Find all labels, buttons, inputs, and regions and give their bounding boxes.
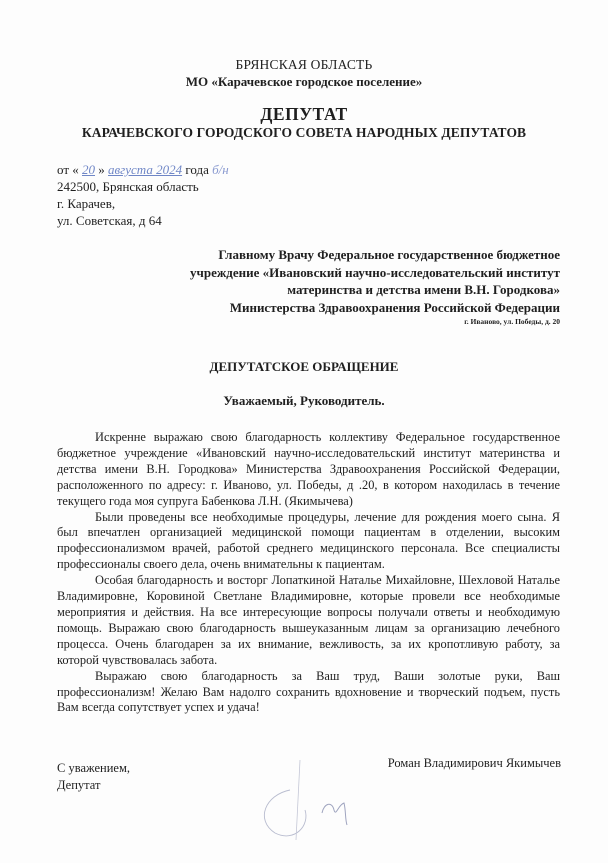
body-paragraph: Были проведены все необходимые процедуры, лечение для рождения моего сына. Я был впечатлен организацией медицинской помощи пациентам в отделении, высоким профессионализмом врачей, работой среднего медицинского персонала. Все специалисты профессионалы своего дела, очень внимательны к пациентам.	[57, 509, 560, 572]
date-suffix: года	[185, 162, 209, 177]
council-heading: КАРАЧЕВСКОГО ГОРОДСКОГО СОВЕТА НАРОДНЫХ ДЕПУТАТОВ	[81, 125, 527, 140]
recipient-block	[40, 246, 560, 328]
recipient-line: учреждение «Ивановский научно-исследовательский институт	[190, 264, 560, 280]
recipient-line: Главному Врачу Федеральное государственное бюджетное	[218, 247, 560, 262]
recipient-address: г. Иваново, ул. Победы, д. 20	[464, 317, 560, 326]
deputy-title: ДЕПУТАТ	[260, 104, 348, 124]
date-month-year: августа 2024	[108, 162, 183, 177]
handwritten-signature	[250, 755, 370, 845]
body-paragraph: Особая благодарность и восторг Лопаткиной Наталье Михайловне, Шехловой Наталье Владимировне, Коровиной Светлане Владимировне, которые провели все необходимые мероприятия и действия. На все интересующие вопросы получали ответы и необходимую помощь. Выражаю свою благодарность вышеуказанным лицам за организацию лечебного процесса. Очень благодарен за их внимание, вежливость, за их кропотливую работу, за которой чувствовалась забота.	[57, 573, 560, 667]
recipient-line: материнства и детства имени В.Н. Городкова»	[287, 282, 560, 297]
recipient-line: Министерства Здравоохранения Российской Федерации	[229, 299, 560, 315]
date-day: 20	[82, 162, 96, 177]
document-title: ДЕПУТАТСКОЕ ОБРАЩЕНИЕ	[209, 359, 399, 374]
sender-address-line: ул. Советская, д 64	[57, 213, 162, 228]
body-paragraph: Искренне выражаю свою благодарность коллективу Федеральное государственное бюджетное учреждение «Ивановский научно-исследовательский институт материнства и детства имени В.Н. Городкова» Министерства Здравоохранения Российской Федерации, расположенного по адресу: г. Иваново, ул. Победы, д .20, в котором находилась в течение текущего года моя супруга Бабенкова Л.Н. (Якимычева)	[57, 430, 560, 508]
document-number: б/н	[212, 162, 229, 177]
region-heading: БРЯНСКАЯ ОБЛАСТЬ	[235, 57, 373, 72]
date-prefix: от «	[57, 162, 79, 177]
closing-position: Депутат	[57, 778, 101, 792]
date-line	[57, 162, 229, 178]
municipality-heading: МО «Карачевское городское поселение»	[185, 74, 423, 89]
greeting: Уважаемый, Руководитель.	[223, 393, 385, 408]
closing-block	[57, 760, 130, 794]
sender-address-line: 242500, Брянская область	[57, 179, 199, 194]
letter-body	[57, 430, 560, 716]
body-paragraph: Выражаю свою благодарность за Ваш труд, Ваши золотые руки, Ваш профессионализм! Желаю Вам надолго сохранить вдохновение и творческий подъем, пусть Вам всегда сопутствует успех и удача!	[57, 668, 560, 715]
sender-address-line: г. Карачев,	[57, 196, 116, 211]
date-mid: »	[98, 162, 105, 177]
signer-name: Роман Владимирович Якимычев	[387, 756, 561, 770]
closing-regards: С уважением,	[57, 761, 130, 775]
